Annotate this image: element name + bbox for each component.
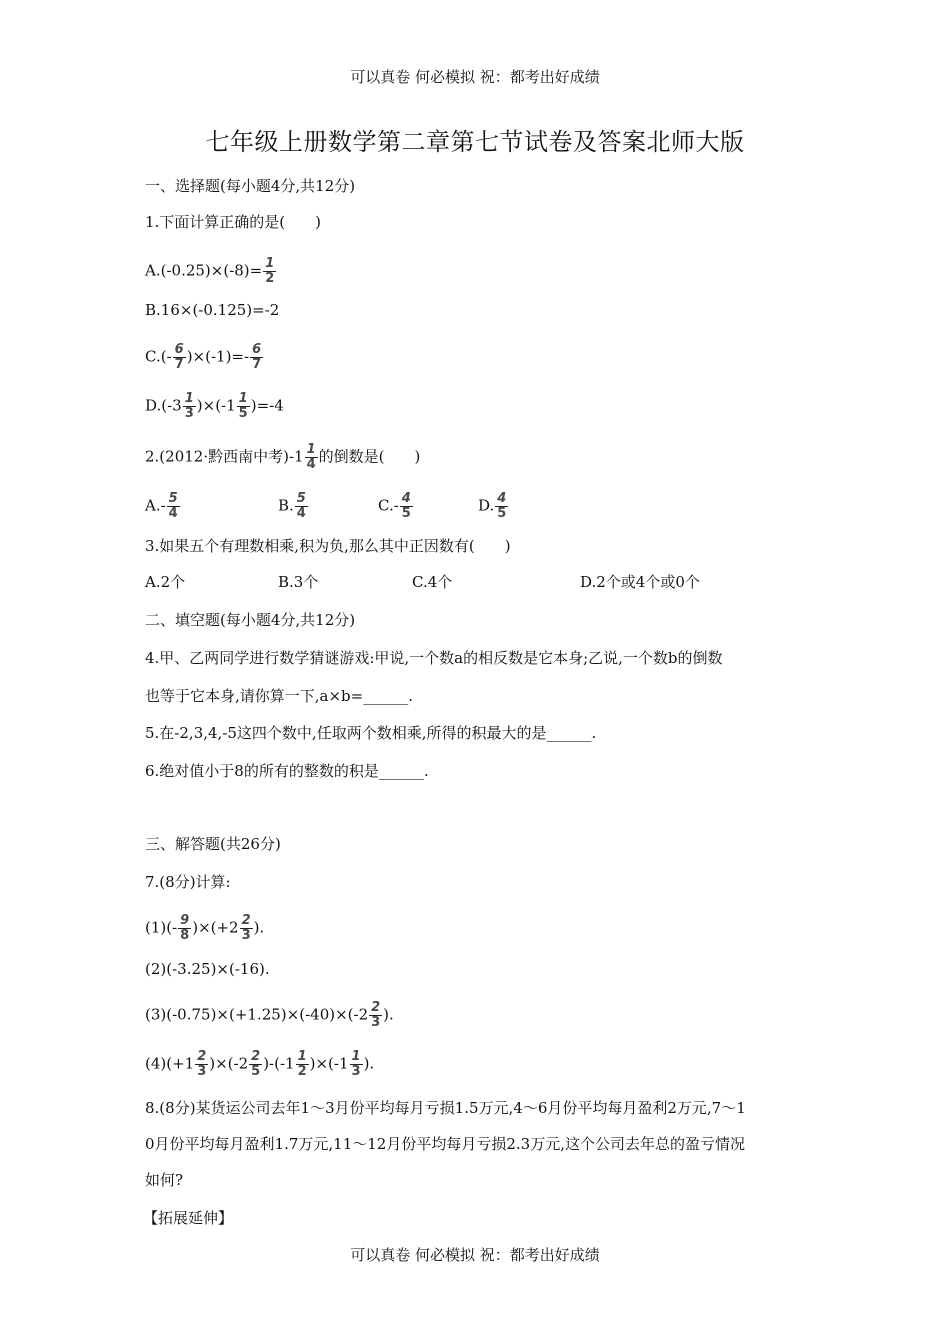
fraction: $\frac{2}{3}$ [241,913,251,943]
question-4-line-2: 也等于它本身,请你算一下,a×b=______. [145,687,413,705]
q1-option-d: D.(-3 $\frac{1}{3}$ )×(-1 $\frac{1}{5}$ )=-4 [145,391,284,421]
q1-option-a: A.(-0.25)×(-8)= $\frac{1}{2}$ [145,256,275,286]
q3-option-b: B.3个 [278,573,319,591]
q2-option-d: D. $\frac{4}{5}$ [478,491,507,521]
q3-option-c: C.4个 [412,573,453,591]
page-header: 可以真卷 何必模拟 祝：都考出好成绩 [350,68,600,86]
fraction: $\frac{9}{8}$ [180,913,190,943]
extension-heading: 【拓展延伸】 [143,1209,234,1227]
q2-option-a: A.- $\frac{5}{4}$ [145,491,178,521]
q3-option-a: A.2个 [145,573,186,591]
page-title: 七年级上册数学第二章第七节试卷及答案北师大版 [205,128,745,156]
question-8-line-1: 8.(8分)某货运公司去年1～3月份平均每月亏损1.5万元,4～6月份平均每月盈利2万元,7～1 [145,1099,746,1117]
page-footer: 可以真卷 何必模拟 祝：都考出好成绩 [350,1246,600,1264]
q7-part-1: (1)(- $\frac{9}{8}$ )×(+2 $\frac{2}{3}$ ). [145,913,265,943]
q7-part-2: (2)(-3.25)×(-16). [145,960,270,978]
q1-option-b: B.16×(-0.125)=-2 [145,301,280,319]
q3-option-d: D.2个或4个或0个 [580,573,700,591]
question-2: 2.(2012·黔西南中考)-1 $\frac{1}{4}$ 的倒数是( ) [145,442,421,472]
section-1-heading: 一、选择题(每小题4分,共12分) [145,177,356,195]
fraction: $\frac{1}{4}$ [306,442,316,472]
fraction: $\frac{2}{3}$ [371,1000,381,1030]
fraction: $\frac{6}{7}$ [252,342,262,372]
question-7: 7.(8分)计算: [145,873,231,891]
fraction: $\frac{4}{5}$ [497,491,507,521]
question-5: 5.在-2,3,4,-5这四个数中,任取两个数相乘,所得的积最大的是______. [145,724,597,742]
question-3: 3.如果五个有理数相乘,积为负,那么其中正因数有( ) [145,537,511,555]
question-6: 6.绝对值小于8的所有的整数的积是______. [145,762,429,780]
fraction: $\frac{1}{3}$ [351,1049,361,1079]
fraction: $\frac{1}{2}$ [297,1049,307,1079]
q7-part-3: (3)(-0.75)×(+1.25)×(-40)×(-2 $\frac{2}{3}$ ). [145,1000,394,1030]
q2-option-b: B. $\frac{5}{4}$ [278,491,306,521]
fraction: $\frac{5}{4}$ [296,491,306,521]
q1-option-c: C.(- $\frac{6}{7}$ )×(-1)=- $\frac{6}{7}$ [145,342,262,372]
fraction: $\frac{2}{5}$ [251,1049,261,1079]
q2-option-c: C.- $\frac{4}{5}$ [378,491,411,521]
fraction: $\frac{2}{3}$ [197,1049,207,1079]
question-8-line-3: 如何? [145,1171,184,1189]
question-8-line-2: 0月份平均每月盈利1.7万元,11～12月份平均每月亏损2.3万元,这个公司去年总的盈亏情况 [145,1135,745,1153]
fraction: $\frac{6}{7}$ [174,342,184,372]
question-1: 1.下面计算正确的是( ) [145,213,322,231]
fraction: $\frac{5}{4}$ [168,491,178,521]
fraction: $\frac{1}{3}$ [184,391,194,421]
section-3-heading: 三、解答题(共26分) [145,835,281,853]
fraction: $\frac{1}{5}$ [238,391,248,421]
q7-part-4: (4)(+1 $\frac{2}{3}$ )×(-2 $\frac{2}{5}$ )-(-1 $\frac{1}{2}$ )×(-1 $\frac{1}{3}$ ). [145,1049,375,1079]
question-4-line-1: 4.甲、乙两同学进行数学猜谜游戏:甲说,一个数a的相反数是它本身;乙说,一个数b的倒数 [145,649,723,667]
section-2-heading: 二、填空题(每小题4分,共12分) [145,611,356,629]
fraction: $\frac{1}{2}$ [265,256,275,286]
fraction: $\frac{4}{5}$ [401,491,411,521]
